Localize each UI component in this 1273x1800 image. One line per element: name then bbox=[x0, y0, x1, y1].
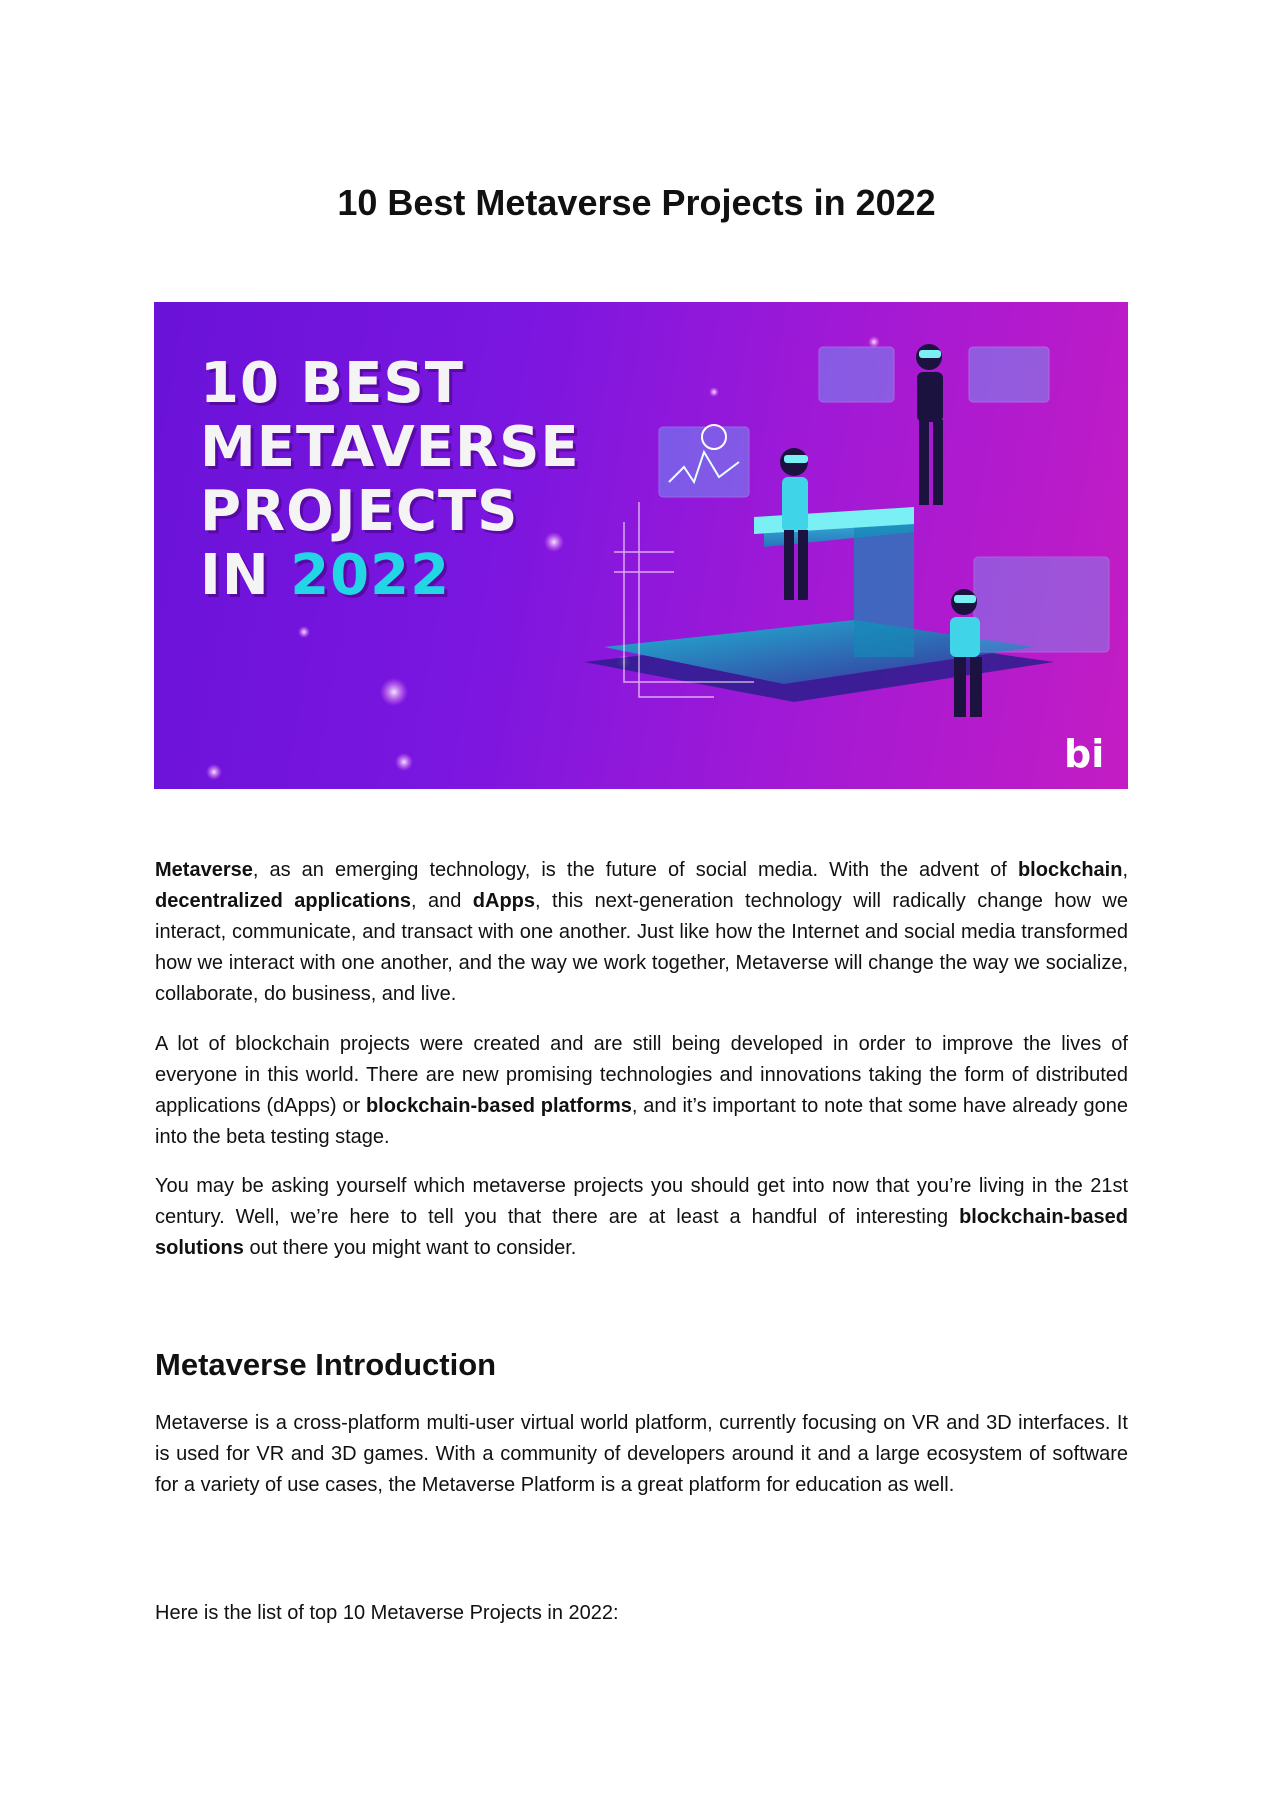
intro-paragraph-2 bbox=[155, 1029, 1128, 1153]
hero-banner-image bbox=[154, 302, 1128, 789]
bold-term: blockchain-based solutions bbox=[155, 1206, 1128, 1259]
intro-paragraph-1 bbox=[155, 855, 1128, 1010]
banner-headline-line-4 bbox=[200, 544, 660, 608]
text-run: out there you might want to consider. bbox=[243, 1237, 577, 1259]
text-run: , and bbox=[410, 890, 473, 912]
text-run: You may be asking yourself which metaverse projects you should get into now that you’re living in the 21st century. Well, we’re here to tell you that there are at least a handful of interesting bbox=[155, 1175, 1128, 1228]
text-run: , bbox=[1122, 859, 1128, 881]
text-run: A lot of blockchain projects were created and are still being developed in order to improve the lives of everyone in this world. There are new promising technologies and innovations taking the form of distributed applications (dApps) or bbox=[155, 1033, 1128, 1117]
list-lead-in bbox=[155, 1598, 1128, 1629]
text-run: Metaverse is a cross-platform multi-user virtual world platform, currently focusing on VR and 3D interfaces. It is used for VR and 3D games. With a community of developers around it and a large ecosystem of software for a variety of use cases, the Metaverse Platform is a great platform for education as well. bbox=[155, 1412, 1128, 1496]
bold-term: decentralized applications bbox=[155, 890, 411, 912]
section-heading-introduction: Metaverse Introduction bbox=[155, 1347, 497, 1382]
text-run: Here is the list of top 10 Metaverse Projects in 2022: bbox=[155, 1602, 619, 1624]
bold-term: blockchain-based platforms bbox=[365, 1095, 632, 1117]
banner-headline-line-2: METAVERSE bbox=[200, 415, 580, 480]
intro-paragraph-3 bbox=[155, 1171, 1128, 1264]
banner-headline bbox=[200, 352, 660, 608]
introduction-paragraph bbox=[155, 1408, 1128, 1501]
banner-headline-in: IN bbox=[200, 543, 270, 608]
text-run: , and it’s important to note that some have already gone into the beta testing stage. bbox=[155, 1095, 1128, 1148]
brand-logo bbox=[1064, 732, 1104, 776]
banner-headline-year: 2022 bbox=[290, 543, 451, 608]
text-run: , this next-generation technology will radically change how we interact, communicate, and transact with one another. Just like how the Internet and social media transformed how we interact with one another, and the way we work together, Metaverse will change the way we socialize, collaborate, do business, and live. bbox=[155, 890, 1128, 1005]
text-run: , as an emerging technology, is the future of social media. With the advent of bbox=[252, 859, 1018, 881]
bold-term: blockchain bbox=[1017, 859, 1123, 881]
logo-text: bi bbox=[1064, 732, 1105, 776]
bold-term: Metaverse bbox=[155, 859, 253, 881]
page-title: 10 Best Metaverse Projects in 2022 bbox=[337, 182, 936, 224]
banner-headline-line-3: PROJECTS bbox=[200, 479, 519, 544]
banner-headline-line-1: 10 BEST bbox=[200, 351, 464, 416]
bold-term: dApps bbox=[472, 890, 536, 912]
